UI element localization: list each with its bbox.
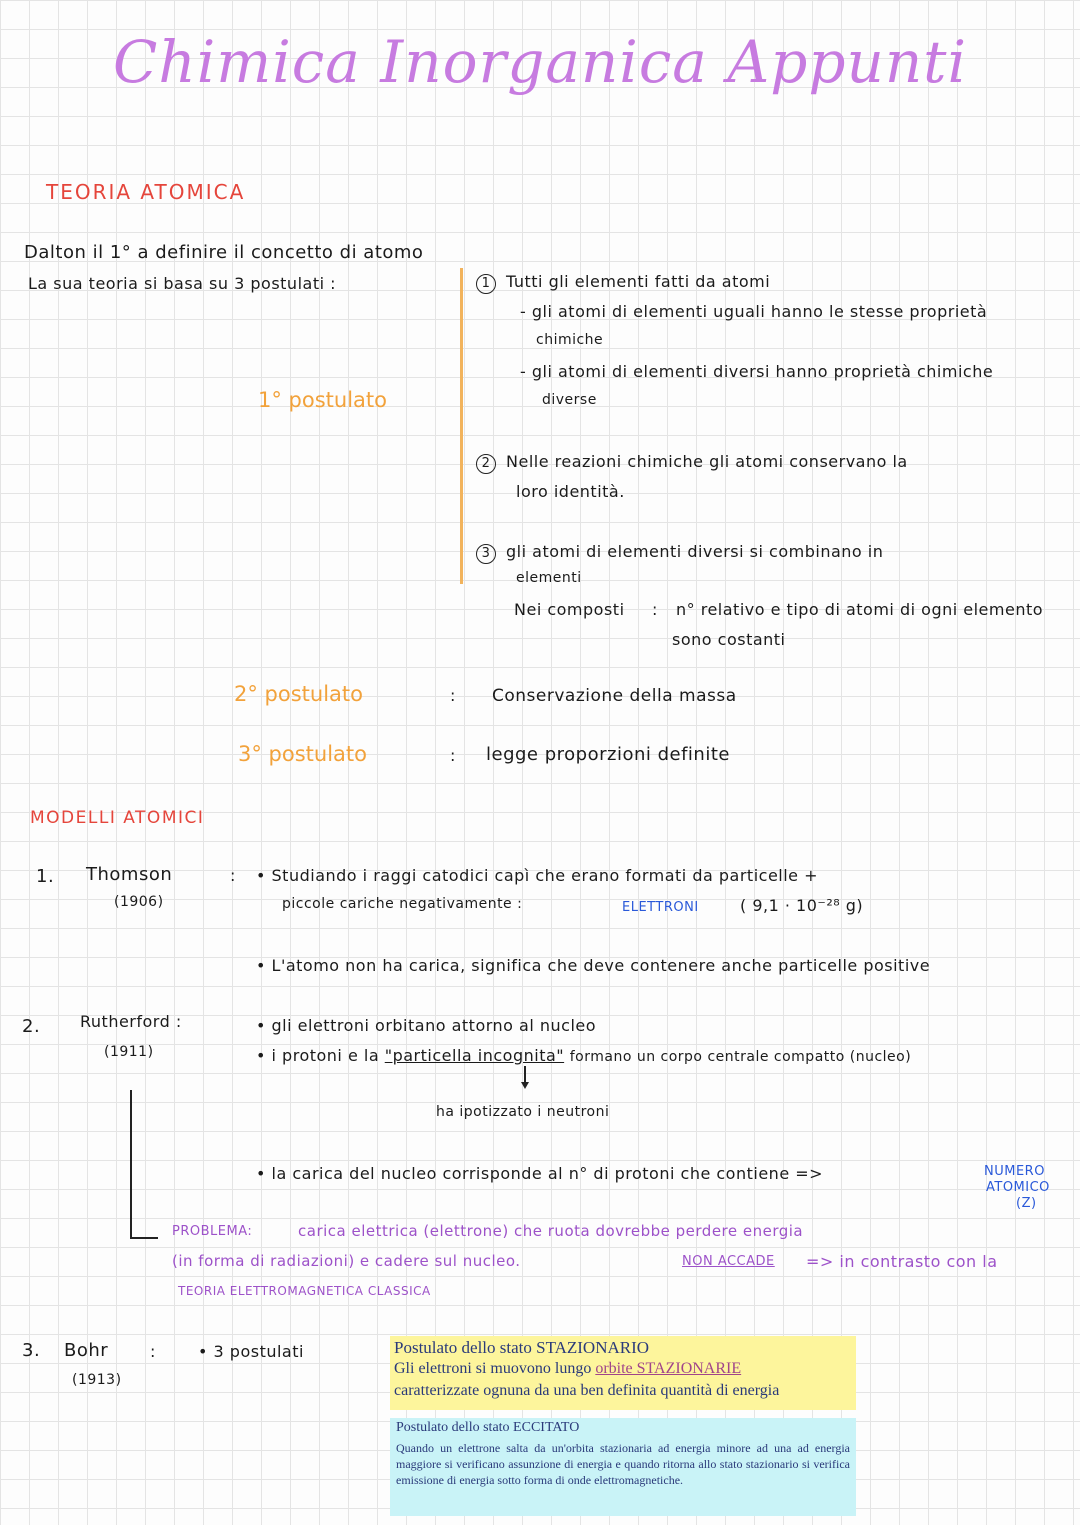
problema-line-1: carica elettrica (elettrone) che ruota dovrebbe perdere energia (298, 1222, 804, 1240)
postulate-1-point-b: - gli atomi di elementi diversi hanno proprietà chimiche (520, 362, 994, 381)
box-1-line-2: caratterizzate ognuna da una ben definita quantità di energia (394, 1382, 780, 1399)
electron-mass: ( 9,1 · 10⁻²⁸ g) (740, 896, 864, 915)
problema-line-4: TEORIA ELETTROMAGNETICA CLASSICA (178, 1284, 431, 1298)
postulate-2-summary: Conservazione della massa (492, 686, 737, 706)
model-2-bullet-1: • gli elettroni orbitano attorno al nucleo (256, 1016, 597, 1035)
postulate-3-detail: n° relativo e tipo di atomi di ogni elemento (676, 600, 1044, 619)
postulato-stazionario-box (390, 1336, 856, 1410)
postulate-3-text-cont: elementi (516, 570, 582, 586)
section-heading-modelli: MODELLI ATOMICI (30, 808, 205, 828)
model-1-bullet-1: • Studiando i raggi catodici capì che erano formati da particelle + (256, 866, 819, 885)
page-title: Chimica Inorganica Appunti (112, 28, 968, 96)
postulate-2-text-cont: loro identità. (516, 482, 625, 501)
model-1-number: 1. (36, 866, 55, 887)
numero-atomico-3: (Z) (1016, 1196, 1037, 1211)
model-3-number: 3. (22, 1340, 41, 1361)
elettroni-label: ELETTRONI (622, 900, 699, 915)
numero-atomico-1: NUMERO (984, 1164, 1045, 1179)
model-3-year: (1913) (72, 1372, 122, 1388)
problema-line-3: => in contrasto con la (806, 1252, 998, 1271)
postulato-eccitato-box (390, 1418, 856, 1516)
number-circle-2: 2 (476, 454, 496, 474)
postulate-1-point-a: - gli atomi di elementi uguali hanno le stesse proprietà (520, 302, 988, 321)
non-accade: NON ACCADE (682, 1254, 775, 1269)
number-circle-3: 3 (476, 544, 496, 564)
model-2-bullet-3: • la carica del nucleo corrisponde al n° di protoni che contiene => (256, 1164, 824, 1183)
model-1-colon: : (230, 866, 236, 885)
postulate-3-detail-cont: sono costanti (672, 630, 786, 649)
numero-atomico-2: ATOMICO (986, 1180, 1050, 1195)
model-1-name: Thomson (86, 864, 173, 885)
intro-line-2: La sua teoria si basa su 3 postulati : (28, 274, 337, 293)
arrow-head (521, 1082, 529, 1089)
problema-line-2: (in forma di radiazioni) e cadere sul nucleo. (172, 1252, 521, 1270)
problema-label: PROBLEMA: (172, 1224, 253, 1239)
postulate-1-main: 1 Tutti gli elementi fatti da atomi (476, 272, 770, 294)
postulate-1-point-b-cont: diverse (542, 392, 597, 408)
orbite-stazionarie: orbite STAZIONARIE (595, 1360, 742, 1377)
model-1-bullet-2: • L'atomo non ha carica, significa che deve contenere anche particelle positive (256, 956, 931, 975)
arrow-shaft (524, 1066, 526, 1082)
postulate-2-text: 2 Nelle reazioni chimiche gli atomi conservano la (476, 452, 908, 474)
box-2-title: Postulato dello stato ECCITATO (396, 1420, 580, 1435)
model-3-colon: : (150, 1342, 156, 1361)
particella-incognita: "particella incognita" (384, 1046, 565, 1065)
bracket-horizontal-line (130, 1237, 158, 1239)
model-3-name: Bohr (64, 1340, 109, 1361)
model-2-name: Rutherford : (80, 1012, 182, 1031)
postulate-3-label: 3° postulato (238, 742, 367, 766)
model-2-bullet-2: • i protoni e la "particella incognita" formano un corpo centrale compatto (nucleo) (256, 1046, 912, 1065)
postulate-bracket-line (460, 268, 463, 584)
box-2-text: Quando un elettrone salta da un'orbita stazionaria ad energia minore ad una ad energia maggiore si verificano assunzione di energia e quando ritorna allo stato stazionario si verifica emissione di energia sotto forma di onde elettromagnetiche. (396, 1441, 850, 1487)
box-1-title: Postulato dello stato STAZIONARIO (394, 1338, 650, 1357)
model-2-number: 2. (22, 1016, 41, 1037)
postulate-3-summary: legge proporzioni definite (486, 744, 730, 765)
neutroni-note: ha ipotizzato i neutroni (436, 1104, 610, 1120)
postulate-3-composti: Nei composti (514, 600, 625, 619)
model-1-bullet-1-cont: piccole cariche negativamente : (282, 896, 523, 912)
model-1-year: (1906) (114, 894, 164, 910)
intro-line-1: Dalton il 1° a definire il concetto di atomo (24, 242, 424, 263)
postulate-3-colon: : (652, 600, 658, 619)
bracket-vertical-line (130, 1090, 132, 1238)
section-heading-teoria: TEORIA ATOMICA (46, 180, 246, 204)
model-2-year: (1911) (104, 1044, 154, 1060)
model-3-bullet: • 3 postulati (198, 1342, 304, 1361)
postulate-1-label: 1° postulato (258, 388, 387, 412)
number-circle-1: 1 (476, 274, 496, 294)
postulate-2-colon: : (450, 686, 456, 705)
postulate-3-text: 3 gli atomi di elementi diversi si combinano in (476, 542, 883, 564)
box-1-line-1: Gli elettroni si muovono lungo orbite STAZIONARIE (394, 1360, 742, 1377)
postulate-1-point-a-cont: chimiche (536, 332, 604, 348)
postulate-3-colon-2: : (450, 746, 456, 765)
postulate-2-label: 2° postulato (234, 682, 363, 706)
